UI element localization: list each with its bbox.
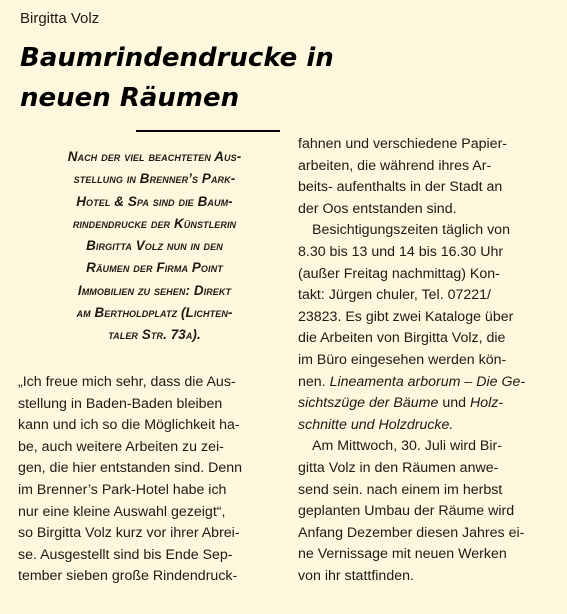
headline-line: Baumrindendrucke in	[20, 43, 334, 73]
lead-line: Immobilien zu sehen: Direkt	[77, 282, 232, 298]
body-line: so Birgitta Volz kurz vor ihrer Abrei-	[18, 525, 240, 542]
body-line: der Oos entstanden sind.	[298, 200, 457, 217]
body-line	[298, 393, 550, 415]
catalog-title: Holz-	[469, 395, 504, 412]
body-line: 23823. Es gibt zwei Kataloge über	[298, 308, 514, 325]
headline-rule	[136, 130, 280, 132]
body-line: im Brenner’s Park-Hotel habe ich	[18, 481, 227, 498]
body-line: stellung in Baden-Baden bleiben	[18, 395, 223, 412]
body-line: im Büro eingesehen werden kön-	[298, 351, 507, 368]
body-line: fahnen und verschiedene Papier-	[298, 136, 508, 152]
body-line: von ihr stattfinden.	[298, 567, 414, 584]
body-line: gitta Volz in den Räumen anwe-	[298, 459, 499, 476]
body-column-right	[298, 134, 550, 587]
lead-line: taler Str. 73a).	[108, 327, 201, 343]
body-line: die Arbeiten von Birgitta Volz, die	[298, 330, 506, 347]
body-text: und	[442, 395, 466, 412]
body-line: nur eine kleine Auswahl gezeigt“,	[18, 503, 226, 520]
catalog-title: sichtszüge der Bäume	[298, 395, 439, 412]
body-line: gen, die hier entstanden sind. Denn	[18, 460, 243, 477]
lead-paragraph	[22, 146, 287, 347]
lead-line: Hotel & Spa sind die Baum-	[76, 193, 233, 209]
lead-line: stellung in Brenner’s Park-	[73, 171, 236, 187]
lead-line: Nach der viel beachteten Aus-	[67, 149, 242, 164]
body-line	[298, 372, 550, 394]
lead-line: Räumen der Firma Point	[86, 260, 223, 276]
body-line: Besichtigungszeiten täglich von	[312, 222, 510, 239]
lead-line: rindendrucke der Künstlerin	[72, 215, 237, 231]
body-column-left	[18, 372, 288, 588]
catalog-title: schnitte und Holzdrucke.	[298, 416, 454, 433]
body-line: kann und ich so die Möglichkeit ha-	[18, 417, 240, 434]
body-line: se. Ausgestellt sind bis Ende Sep-	[18, 546, 233, 563]
body-line: Anfang Dezember diesen Jahres ei-	[298, 524, 525, 541]
body-line: (außer Freitag nachmittag) Kon-	[298, 265, 500, 282]
lead-line: am Bertholdplatz (Lichten-	[76, 305, 233, 321]
body-line: geplanten Umbau der Räume wird	[298, 503, 515, 520]
body-line: 8.30 bis 13 und 14 bis 16.30 Uhr	[298, 243, 504, 260]
body-line: beits- aufenthalts in der Stadt an	[298, 179, 503, 196]
headline	[20, 38, 340, 118]
body-line: tember sieben große Rindendruck-	[18, 568, 238, 585]
body-line: „Ich freue mich sehr, dass die Aus-	[18, 374, 236, 390]
catalog-title: Lineamenta arborum – Die Ge-	[329, 373, 526, 390]
body-line: takt: Jürgen chuler, Tel. 07221/	[298, 287, 491, 304]
body-line: ne Vernissage mit neuen Werken	[298, 546, 507, 563]
body-line: be, auch weitere Arbeiten zu zei-	[18, 438, 224, 455]
headline-line: neuen Räumen	[20, 83, 240, 113]
body-line: send sein. nach einem im herbst	[298, 481, 503, 498]
body-line: arbeiten, die während ihres Ar-	[298, 157, 492, 174]
lead-line: Birgitta Volz nun in den	[86, 238, 223, 254]
body-line: Am Mittwoch, 30. Juli wird Bir-	[312, 438, 502, 455]
body-text: nen.	[298, 373, 326, 390]
author-byline: Birgitta Volz	[20, 10, 100, 27]
